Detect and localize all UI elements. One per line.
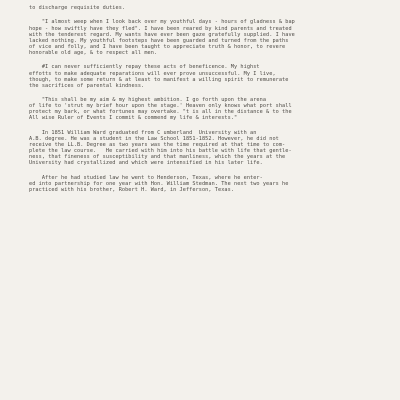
text-line: effotts to make adequate reparations will ever prove unsuccessful. My I live, (29, 70, 276, 77)
paragraph-gap (29, 56, 391, 64)
text-line: ness, that fineness of susceptibility and that manliness, which the years at the (29, 154, 286, 161)
paragraph (29, 97, 391, 121)
paragraph-gap (29, 122, 391, 130)
text-line: of life to 'strut my brief hour upon the stage.' Heaven only knows what port shall (29, 103, 292, 110)
text-line: A.B. degree. He was a student in the Law School 1851-1852. However, he did not (29, 136, 279, 143)
text-line: "I almost weep when I look back over my youthful days - hours of gladness & bap (29, 19, 295, 26)
paragraph-gap (29, 89, 391, 97)
paragraph-gap (29, 167, 391, 175)
paragraph (29, 64, 391, 88)
text-line: #I can never sufficiently repay these acts of beneficence. My highst (29, 64, 260, 71)
paragraph-gap (29, 11, 391, 19)
text-line: receive the LL.B. Degree as two years was the time required at that time to com- (29, 142, 286, 149)
text-line: ed into partnership for one year with Hon. William Stedman. The next two years he (29, 181, 289, 188)
text-line: of vice and folly, and I have been taught to appreciate truth & honor, to revere (29, 43, 286, 50)
text-line: University had crystallized and which were intensified in his later life. (29, 160, 263, 167)
text-line: In 1851 William Ward graduated from C umberland University with an (29, 129, 257, 136)
text-line: After he had studied law he went to Henderson, Texas, where he enter- (29, 174, 263, 181)
text-line: practiced with his brother, Robert H. Ward, in Jefferson, Texas. (29, 187, 234, 194)
text-line: honorable old age, & to respect all men. (29, 49, 158, 56)
paragraph (29, 19, 391, 56)
text-line: with the tenderest regard. My wants have ever been gaze gratefully supplied. I have (29, 31, 295, 38)
typed-text-body (29, 5, 391, 193)
text-line: "This shall be my aim & my highest ambition. I go forth upon the arena (29, 97, 267, 104)
text-line: lacked nothing. My youthful footsteps have been guarded and turned from the paths (29, 37, 289, 44)
text-line: protect my bark, or what fortunes may overtake. "t is all in the distance & to the (29, 109, 292, 116)
text-line: All wise Ruler of Events I commit & commend my life & interests." (29, 115, 238, 122)
text-line: plete the law course. He carried with him into his battle with life that gentle- (29, 148, 292, 155)
text-line: though, to make some return & at least to manifest a willing spirit to remunerate (29, 76, 289, 83)
text-line: hope - how swiftly have they fled". I have been reared by kind parents and treated (29, 25, 292, 32)
paragraph (29, 130, 391, 167)
paragraph (29, 175, 391, 193)
text-line: to discharge requisite duties. (29, 5, 126, 11)
text-line: the sacrifices of parental kindness. (29, 82, 145, 89)
